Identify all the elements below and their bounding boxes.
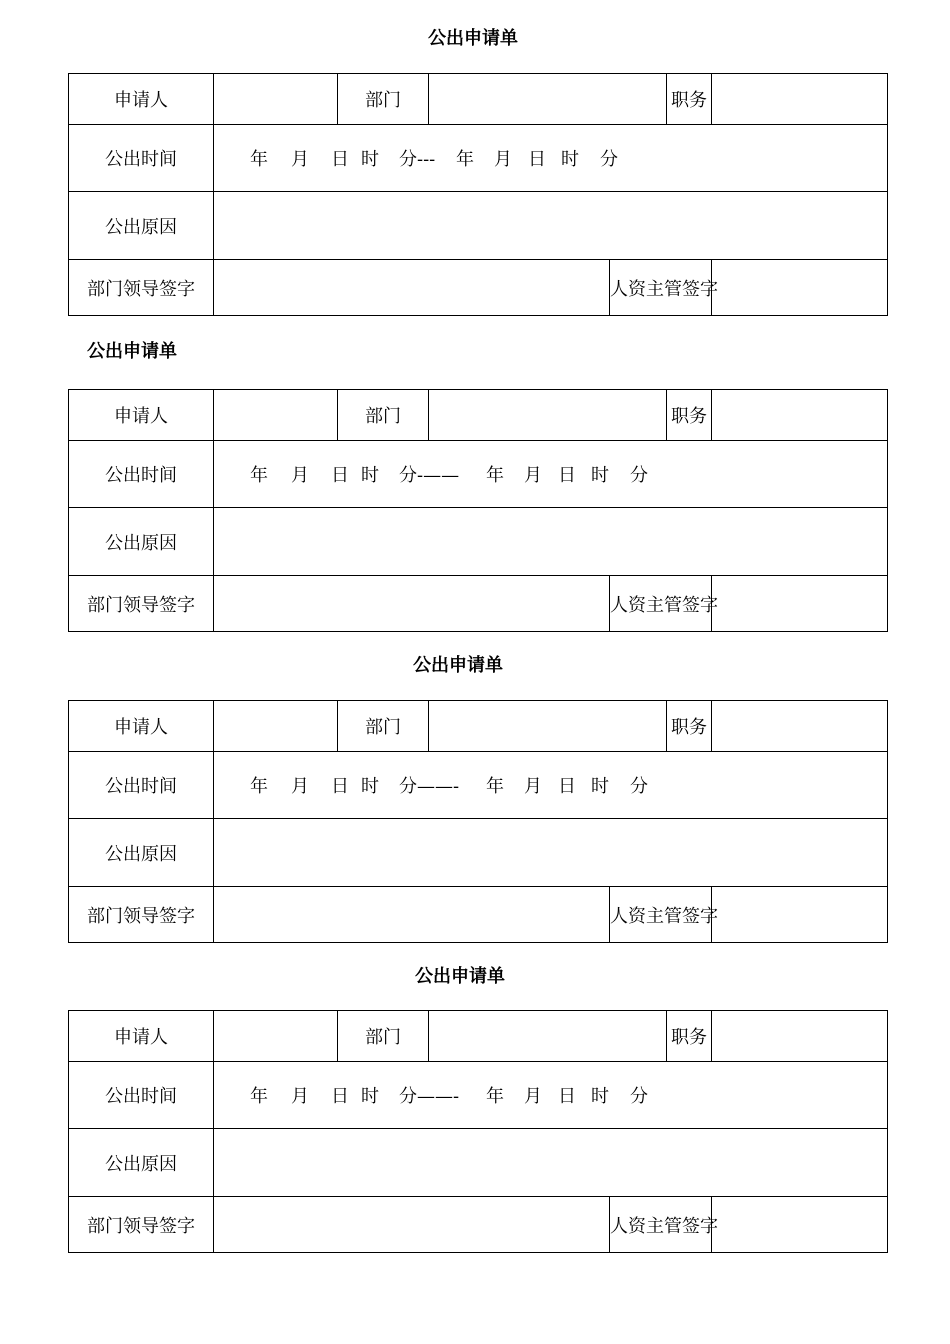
hr-supervisor-sign-field[interactable]: [712, 260, 888, 316]
start-month-unit: 月: [291, 776, 309, 797]
application-form: [68, 389, 888, 632]
form-title: 公出申请单: [87, 341, 177, 362]
end-hour-unit: 时: [591, 1086, 609, 1107]
dept-leader-sign-field[interactable]: [214, 887, 610, 943]
end-month-unit: 月: [524, 465, 542, 486]
end-hour-unit: 时: [591, 776, 609, 797]
end-day-unit: 日: [528, 149, 546, 170]
end-year-unit: 年: [486, 776, 504, 797]
position-label: 职务: [667, 74, 712, 125]
out-reason-field[interactable]: [214, 819, 888, 887]
start-day-unit: 日: [331, 149, 349, 170]
start-hour-unit: 时: [361, 776, 379, 797]
end-minute-unit: 分: [630, 1086, 648, 1107]
end-month-unit: 月: [524, 1086, 542, 1107]
end-minute-unit: 分: [630, 465, 648, 486]
out-reason-field[interactable]: [214, 508, 888, 576]
department-field[interactable]: [429, 1011, 667, 1062]
form-title: 公出申请单: [413, 655, 503, 676]
dept-leader-sign-field[interactable]: [214, 576, 610, 632]
start-year-unit: 年: [250, 465, 268, 486]
end-day-unit: 日: [558, 776, 576, 797]
position-label: 职务: [667, 1011, 712, 1062]
end-year-unit: 年: [456, 149, 474, 170]
start-minute-unit: 分——-: [399, 1086, 460, 1107]
out-time-label: 公出时间: [69, 441, 214, 508]
start-day-unit: 日: [331, 1086, 349, 1107]
department-label: 部门: [338, 1011, 429, 1062]
end-hour-unit: 时: [591, 465, 609, 486]
end-minute-unit: 分: [600, 149, 618, 170]
start-hour-unit: 时: [361, 1086, 379, 1107]
hr-supervisor-sign-label: 人资主管签字: [610, 260, 712, 316]
out-reason-label: 公出原因: [69, 1129, 214, 1197]
hr-supervisor-sign-label: 人资主管签字: [610, 1197, 712, 1253]
out-time-label: 公出时间: [69, 125, 214, 192]
position-label: 职务: [667, 390, 712, 441]
out-reason-field[interactable]: [214, 192, 888, 260]
end-hour-unit: 时: [561, 149, 579, 170]
start-year-unit: 年: [250, 149, 268, 170]
dept-leader-sign-label: 部门领导签字: [69, 576, 214, 632]
applicant-label: 申请人: [69, 390, 214, 441]
applicant-field[interactable]: [214, 701, 338, 752]
dept-leader-sign-field[interactable]: [214, 260, 610, 316]
start-minute-unit: 分-——: [399, 465, 460, 486]
end-day-unit: 日: [558, 465, 576, 486]
position-field[interactable]: [712, 1011, 888, 1062]
start-year-unit: 年: [250, 776, 268, 797]
hr-supervisor-sign-label: 人资主管签字: [610, 576, 712, 632]
start-day-unit: 日: [331, 465, 349, 486]
end-year-unit: 年: [486, 465, 504, 486]
hr-supervisor-sign-field[interactable]: [712, 1197, 888, 1253]
start-month-unit: 月: [291, 465, 309, 486]
department-field[interactable]: [429, 701, 667, 752]
applicant-field[interactable]: [214, 74, 338, 125]
applicant-label: 申请人: [69, 74, 214, 125]
out-time-field[interactable]: [214, 441, 888, 508]
end-day-unit: 日: [558, 1086, 576, 1107]
department-label: 部门: [338, 701, 429, 752]
out-time-label: 公出时间: [69, 1062, 214, 1129]
out-reason-label: 公出原因: [69, 508, 214, 576]
start-day-unit: 日: [331, 776, 349, 797]
position-label: 职务: [667, 701, 712, 752]
end-month-unit: 月: [524, 776, 542, 797]
hr-supervisor-sign-field[interactable]: [712, 887, 888, 943]
start-hour-unit: 时: [361, 149, 379, 170]
department-label: 部门: [338, 390, 429, 441]
out-time-label: 公出时间: [69, 752, 214, 819]
applicant-field[interactable]: [214, 390, 338, 441]
applicant-field[interactable]: [214, 1011, 338, 1062]
form-title: 公出申请单: [415, 966, 505, 987]
out-time-field[interactable]: [214, 1062, 888, 1129]
start-month-unit: 月: [291, 149, 309, 170]
hr-supervisor-sign-label: 人资主管签字: [610, 887, 712, 943]
start-year-unit: 年: [250, 1086, 268, 1107]
dept-leader-sign-label: 部门领导签字: [69, 1197, 214, 1253]
position-field[interactable]: [712, 390, 888, 441]
out-time-field[interactable]: [214, 125, 888, 192]
out-reason-label: 公出原因: [69, 192, 214, 260]
start-minute-unit: 分---: [399, 149, 436, 170]
application-form: [68, 700, 888, 943]
start-hour-unit: 时: [361, 465, 379, 486]
out-reason-label: 公出原因: [69, 819, 214, 887]
dept-leader-sign-field[interactable]: [214, 1197, 610, 1253]
dept-leader-sign-label: 部门领导签字: [69, 887, 214, 943]
start-minute-unit: 分——-: [399, 776, 460, 797]
form-title: 公出申请单: [428, 28, 518, 49]
out-time-field[interactable]: [214, 752, 888, 819]
end-month-unit: 月: [494, 149, 512, 170]
position-field[interactable]: [712, 701, 888, 752]
hr-supervisor-sign-field[interactable]: [712, 576, 888, 632]
department-field[interactable]: [429, 74, 667, 125]
applicant-label: 申请人: [69, 701, 214, 752]
applicant-label: 申请人: [69, 1011, 214, 1062]
department-label: 部门: [338, 74, 429, 125]
out-reason-field[interactable]: [214, 1129, 888, 1197]
application-form: [68, 1010, 888, 1253]
dept-leader-sign-label: 部门领导签字: [69, 260, 214, 316]
application-form: [68, 73, 888, 316]
end-minute-unit: 分: [630, 776, 648, 797]
end-year-unit: 年: [486, 1086, 504, 1107]
department-field[interactable]: [429, 390, 667, 441]
position-field[interactable]: [712, 74, 888, 125]
start-month-unit: 月: [291, 1086, 309, 1107]
